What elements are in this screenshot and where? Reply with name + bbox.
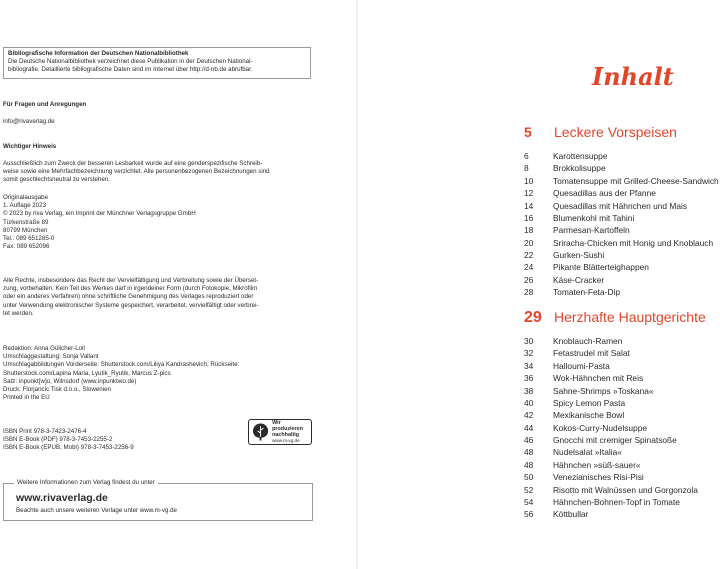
toc-section-heading[interactable] (524, 124, 677, 140)
notice-block (3, 135, 323, 184)
toc-entry-page: 42 (524, 410, 534, 421)
isbn-list: ISBN Print 978-3-7423-2476-4 ISBN E-Book (PDF) 978-3-7453-2255-2 ISBN E-Book (EPUB, Mobi) 978-3-7453-2256-9 (3, 428, 134, 452)
toc-entry-page: 40 (524, 397, 534, 408)
toc-entry-title: Spicy Lemon Pasta (553, 397, 626, 408)
toc-list-mains (524, 335, 720, 521)
toc-entry[interactable] (524, 459, 720, 471)
toc-entry[interactable] (524, 372, 720, 384)
toc-entry-title: Knoblauch-Ramen (553, 336, 623, 346)
toc-entry-page: 14 (524, 200, 534, 211)
toc-entry-page: 36 (524, 373, 534, 384)
toc-entry-title: Sahne-Shrimps »Toskana« (553, 385, 654, 396)
toc-entry-page: 24 (524, 262, 534, 273)
toc-entry[interactable] (524, 484, 720, 496)
toc-entry[interactable] (524, 175, 720, 187)
toc-entry[interactable] (524, 249, 720, 261)
toc-entry[interactable] (524, 508, 720, 520)
toc-entry[interactable] (524, 496, 720, 508)
bibliographic-info-box (3, 47, 311, 79)
toc-entry[interactable] (524, 274, 720, 286)
toc-entry-title: Tomatensuppe mit Grilled-Cheese-Sandwich (553, 175, 719, 186)
toc-entry-title: Hähnchen-Bohnen-Topf in Tomate (553, 496, 680, 507)
toc-section-label: Herzhafte Hauptgerichte (554, 309, 706, 325)
toc-entry-page: 8 (524, 163, 529, 174)
toc-entry-title: Mexikanische Bowl (553, 410, 625, 421)
toc-entry-title: Fetastrudel mit Salat (553, 348, 630, 359)
toc-entry-page: 46 (524, 435, 534, 445)
toc-entry[interactable] (524, 150, 720, 162)
toc-entry-title: Gurken-Sushi (553, 250, 605, 260)
web-box-title: Weitere Informationen zum Verlag findest du unter (14, 479, 158, 486)
toc-entry-title: Quesadillas mit Hähnchen und Mais (553, 200, 688, 211)
toc-entry-title: Hähnchen »süß-sauer« (553, 459, 641, 470)
toc-entry-page: 52 (524, 484, 534, 495)
contact-title: Für Fragen und Anregungen (3, 101, 87, 109)
toc-entry-title: Köttbullar (553, 509, 589, 520)
toc-entry-title: Käse-Cracker (553, 274, 605, 285)
toc-entry-page: 48 (524, 459, 534, 470)
toc-entry-page: 32 (524, 348, 534, 359)
toc-entry[interactable] (524, 335, 720, 347)
toc-entry-page: 6 (524, 151, 529, 161)
toc-entry-title: Nudelsalat »Italia« (553, 447, 622, 458)
notice-title: Wichtiger Hinweis (3, 143, 57, 151)
toc-entry-page: 38 (524, 385, 534, 396)
toc-entry[interactable] (524, 409, 720, 421)
badge-url: www.m-vg.de (272, 438, 300, 444)
toc-entry-page: 54 (524, 496, 534, 507)
toc-entry-page: 20 (524, 237, 534, 248)
toc-title: Inhalt (592, 62, 674, 91)
toc-entry-title: Brokkolisuppe (553, 163, 606, 174)
notice-text: Ausschließlich zum Zweck der besseren Lesbarkeit wurde auf eine genderspezifische Schreib- weise sowie eine Mehrfachbezeichnung verzichtet. Alle personenbezogenen Bezeichnungen sind somit geschlechtsneutral zu verstehen. (3, 159, 270, 184)
toc-entry-page: 18 (524, 225, 534, 236)
toc-entry-title: Venezianisches Risi-Pisi (553, 472, 644, 483)
badge-line-2: nachhaltig (272, 432, 300, 438)
publisher-web-box (3, 479, 313, 521)
badge-line-1: Wir produzieren (272, 419, 303, 432)
toc-section-label: Leckere Vorspeisen (554, 124, 677, 140)
toc-list-starters (524, 150, 720, 299)
toc-entry-title: Tomaten-Feta-Dip (553, 287, 621, 298)
toc-entry-page: 50 (524, 472, 534, 483)
credits-text: Redaktion: Anna Gülicher-Loll Umschlaggestaltung: Sonja Vallant Umschlagabbildungen Vorderseite: Shutterstock.com/Liliya Kandrashevich; Rückseite: Shutterstock.com/Lapina Maria, Lyutik_Ryutik, Marcus Z-pics Satz: inpunkt[w]o, Wilnsdorf (www.inpunktwo.de) Druck: Florjancic Tisk d.o.o., Slowenien Printed in the EU (3, 345, 240, 402)
toc-entry[interactable] (524, 360, 720, 372)
toc-entry[interactable] (524, 422, 720, 434)
toc-entry-title: Halloumi-Pasta (553, 360, 610, 371)
rights-text: Alle Rechte, insbesondere das Recht der Vervielfältigung und Verbreitung sowie der Überset- zung, vorbehalten. Kein Teil des Werkes darf in irgendeiner Form (durch Fotokopie, Mikrofilm oder ein anderes Verfahren) ohne schriftliche Genehmigung des Verlages reproduziert oder unter Verwendung elektronischer Systeme gespeichert, verarbeitet, vervielfältigt oder verbrei- tet werden. (3, 277, 259, 317)
toc-entry-page: 26 (524, 274, 534, 285)
toc-entry-page: 10 (524, 175, 534, 186)
tree-icon (252, 422, 269, 442)
toc-entry-page: 44 (524, 422, 534, 433)
toc-entry[interactable] (524, 200, 720, 212)
toc-entry-title: Parmesan-Kartoffeln (553, 225, 630, 236)
toc-entry[interactable] (524, 446, 720, 458)
toc-entry-page: 22 (524, 250, 534, 260)
toc-entry[interactable] (524, 261, 720, 273)
toc-entry-title: Sriracha-Chicken mit Honig und Knoblauch (553, 237, 714, 248)
imprint-page (0, 0, 358, 569)
sustainability-badge (248, 419, 312, 445)
toc-entry-title: Quesadillas aus der Pfanne (553, 188, 656, 199)
toc-entry[interactable] (524, 471, 720, 483)
toc-entry-title: Wok-Hähnchen mit Reis (553, 373, 644, 384)
toc-section-page: 5 (524, 124, 532, 140)
contact-block (3, 93, 323, 126)
toc-entry[interactable] (524, 434, 720, 446)
toc-entry[interactable] (524, 347, 720, 359)
toc-section-page: 29 (524, 309, 542, 326)
toc-entry-page: 56 (524, 509, 534, 520)
toc-entry-title: Kokos-Curry-Nudelsuppe (553, 422, 648, 433)
toc-entry-page: 16 (524, 212, 534, 223)
toc-entry[interactable] (524, 385, 720, 397)
toc-entry-page: 34 (524, 360, 534, 371)
toc-entry-title: Karottensuppe (553, 151, 608, 161)
bibliographic-info-title: Bibliografische Information der Deutschen Nationalbibliothek (8, 50, 189, 57)
toc-entry[interactable] (524, 397, 720, 409)
toc-entry-page: 12 (524, 188, 534, 199)
toc-entry[interactable] (524, 237, 720, 249)
toc-entry-title: Pikante Blätterteighappen (553, 262, 649, 273)
toc-entry[interactable] (524, 286, 720, 298)
toc-section-heading[interactable] (524, 309, 706, 327)
contact-email[interactable]: info@rivaverlag.de (3, 117, 55, 125)
bibliographic-info-text: Die Deutsche Nationalbibliothek verzeichnet diese Publikation in der Deutschen National- bibliografie. Detaillierte bibliografische Daten sind im Internet über http://d-nb.de abrufbar. (8, 58, 253, 74)
toc-entry-page: 30 (524, 336, 534, 346)
toc-entry-page: 48 (524, 447, 534, 458)
publisher-note: Beachte auch unsere weiteren Verlage unter www.m-vg.de (16, 507, 177, 514)
publisher-url[interactable]: www.rivaverlag.de (16, 492, 108, 504)
edition-info: Originalausgabe 1. Auflage 2023 © 2023 by riva Verlag, ein Imprint der Münchner Verlagsgruppe GmbH Türkenstraße 89 80799 München Tel.: 089 651285-0 Fax: 089 652096 (3, 194, 196, 251)
toc-entry[interactable] (524, 212, 720, 224)
toc-entry[interactable] (524, 224, 720, 236)
toc-entry-title: Gnocchi mit cremiger Spinatsoße (553, 435, 677, 445)
toc-entry-title: Risotto mit Walnüssen und Gorgonzola (553, 484, 698, 495)
toc-entry[interactable] (524, 162, 720, 174)
toc-entry-page: 28 (524, 287, 534, 298)
toc-entry-title: Blumenkohl mit Tahini (553, 212, 635, 223)
toc-entry[interactable] (524, 187, 720, 199)
